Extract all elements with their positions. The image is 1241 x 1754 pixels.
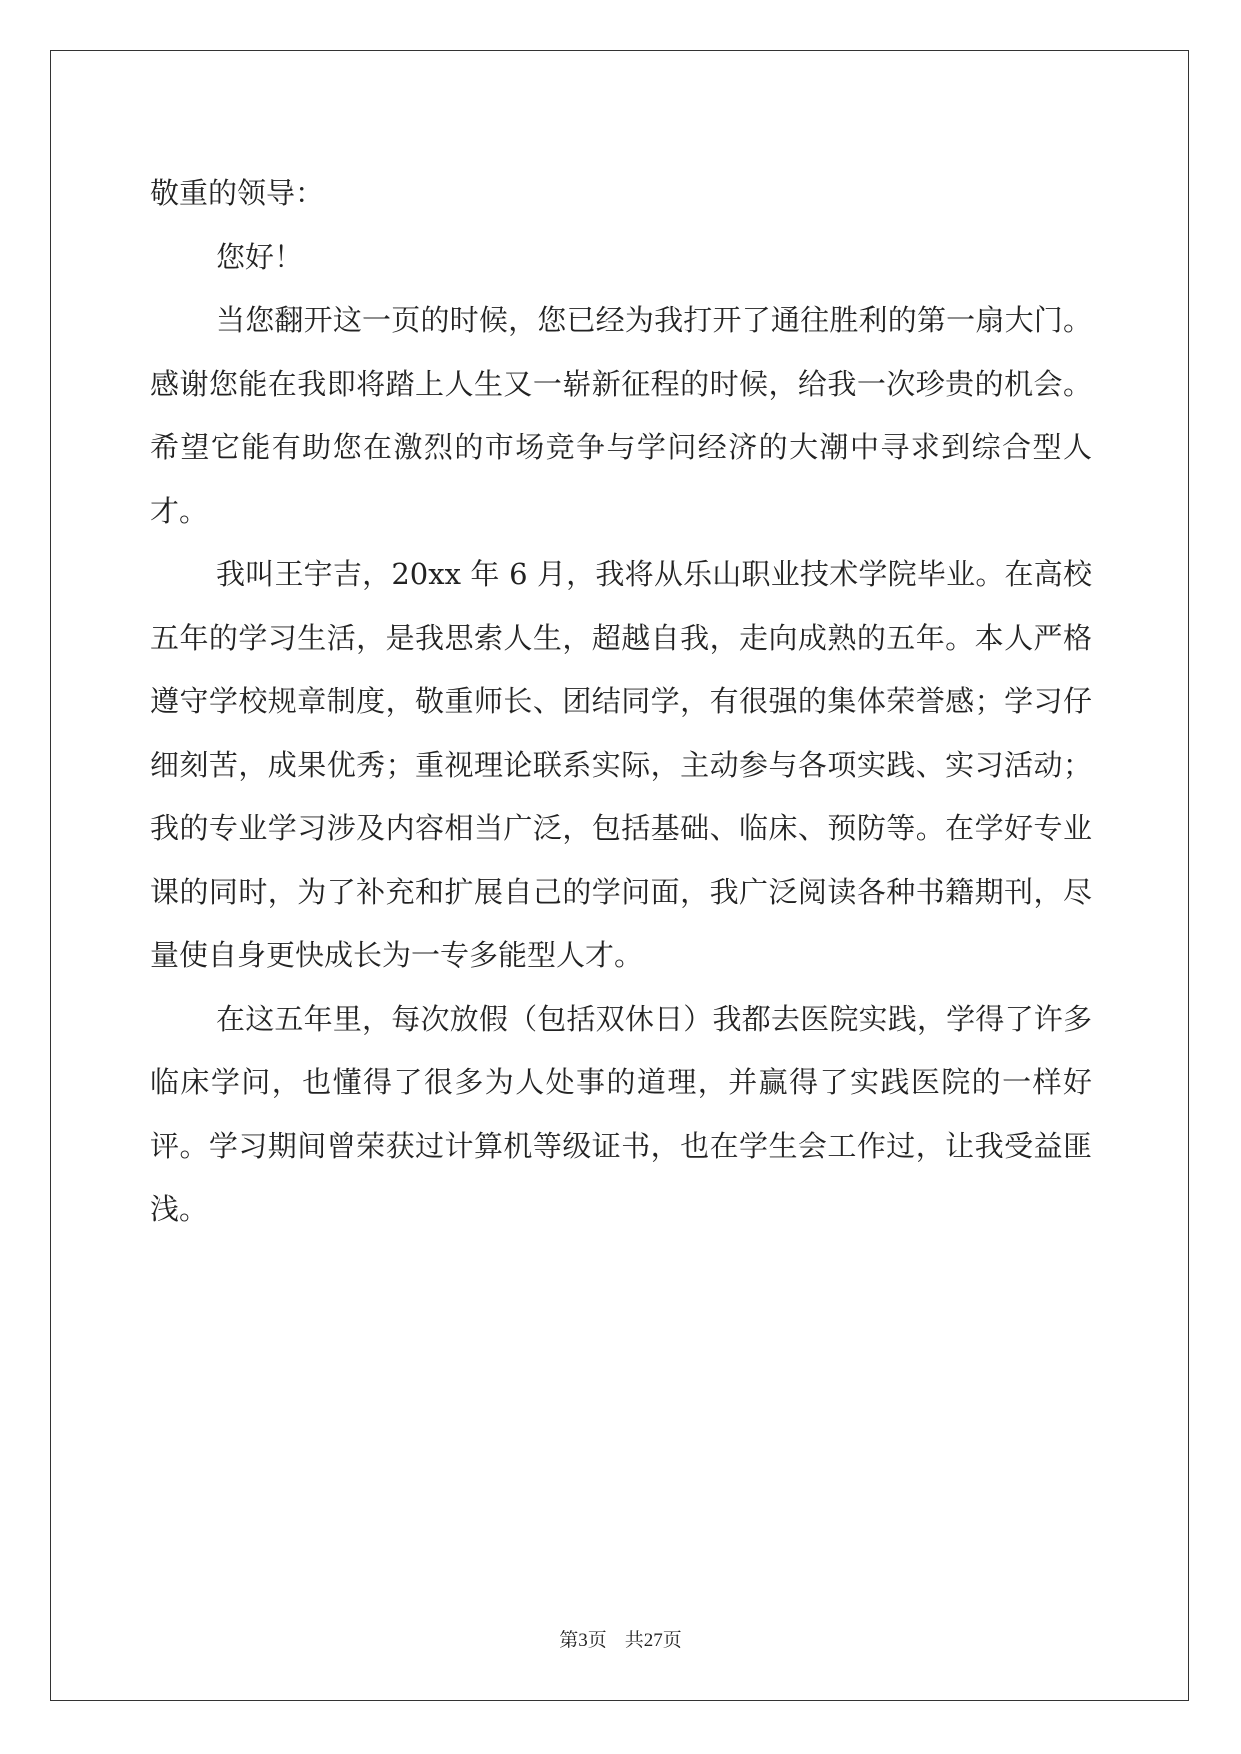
total-prefix: 共 xyxy=(624,1629,644,1651)
page-number: 3 xyxy=(578,1630,588,1651)
total-suffix: 页 xyxy=(662,1629,682,1651)
paragraph-self-introduction: 我叫王宇吉，20xx 年 6 月，我将从乐山职业技术学院毕业。在高校五年的学习生活，是我思索人生，超越自我，走向成熟的五年。本人严格遵守学校规章制度，敬重师长、团结同学，有很强的集体荣誉感；学习仔细刻苦，成果优秀；重视理论联系实际，主动参与各项实践、实习活动；我的专业学习涉及内容相当广泛，包括基础、临床、预防等。在学好专业课的同时，为了补充和扩展自己的学问面，我广泛阅读各种书籍期刊，尽量使自身更快成长为一专多能型人才。 xyxy=(150,557,1092,972)
page-prefix: 第 xyxy=(559,1629,579,1651)
salutation: 敬重的领导： xyxy=(150,176,325,210)
page-suffix: 页 xyxy=(587,1629,607,1651)
page-footer xyxy=(0,1628,1241,1653)
paragraph-intro: 当您翻开这一页的时候，您已经为我打开了通往胜利的第一扇大门。感谢您能在我即将踏上人生又一崭新征程的时候，给我一次珍贵的机会。希望它能有助您在激烈的市场竞争与学问经济的大潮中寻求到综合型人才。 xyxy=(150,303,1092,528)
paragraph-practice-experience: 在这五年里，每次放假（包括双休日）我都去医院实践，学得了许多临床学问，也懂得了很多为人处事的道理，并赢得了实践医院的一样好评。学习期间曾荣获过计算机等级证书，也在学生会工作过，让我受益匪浅。 xyxy=(150,1001,1092,1226)
total-pages: 27 xyxy=(643,1630,663,1651)
letter-body xyxy=(150,162,1092,1242)
greeting: 您好！ xyxy=(216,239,304,274)
